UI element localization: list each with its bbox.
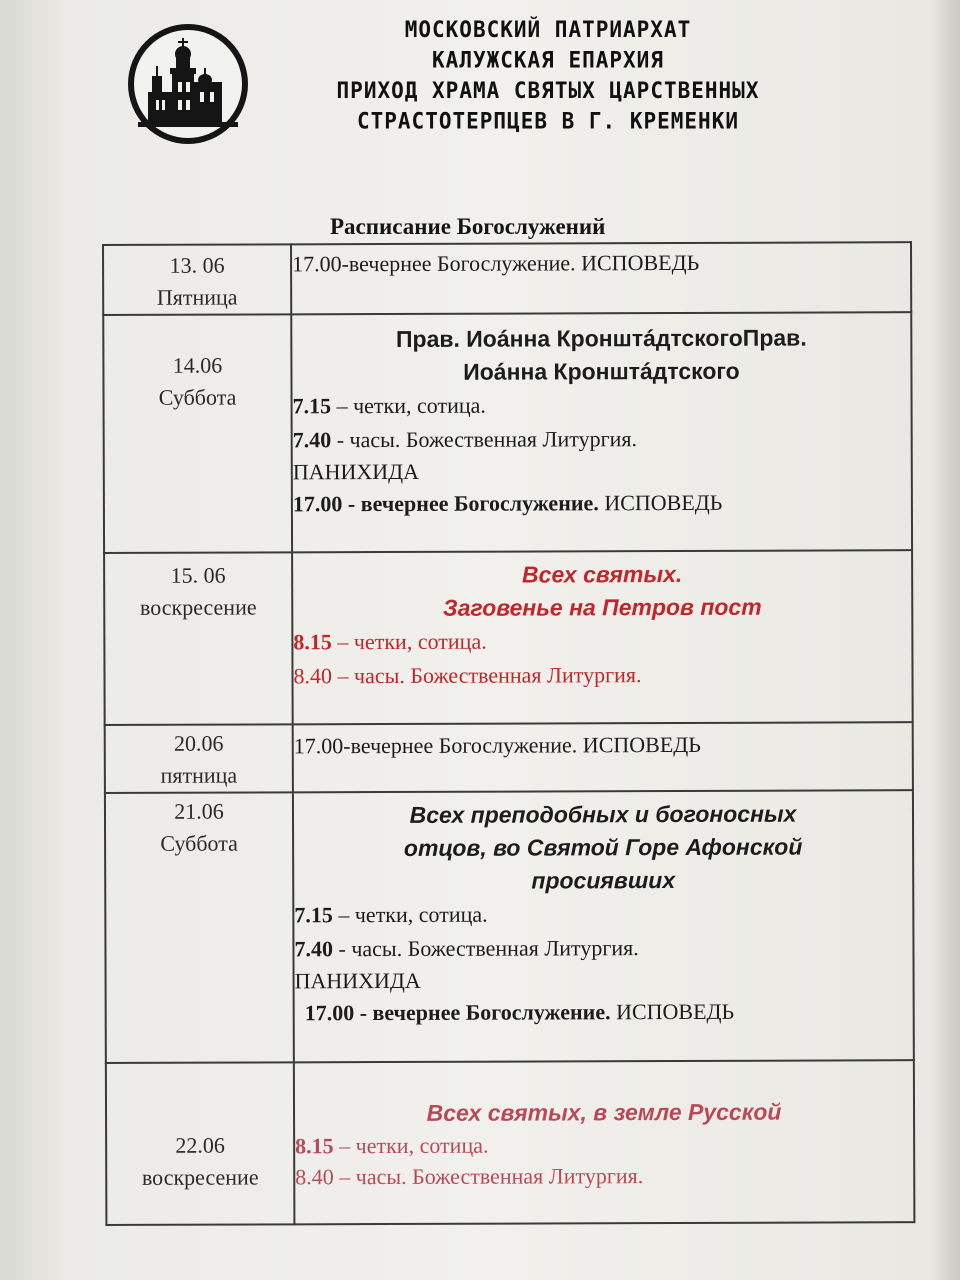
parish-header — [258, 15, 838, 137]
events-cell — [291, 242, 911, 314]
weekday: пятница — [160, 762, 238, 788]
feast-title: Всех преподобных и богоносных отцов, во Святой Горе Афонской просиявших — [403, 800, 803, 894]
table-row — [104, 550, 913, 725]
table-row — [105, 790, 914, 1063]
date: 14.06 — [172, 352, 223, 378]
service-line: 17.00-вечернее Богослужение. ИСПОВЕДЬ — [293, 731, 701, 759]
service-line: 8.15 – четки, сотица. — [293, 628, 487, 655]
weekday: воскресение — [141, 1164, 259, 1190]
date: 15. 06 — [170, 562, 226, 588]
header-line: ПРИХОД ХРАМА СВЯТЫХ ЦАРСТВЕННЫХ — [336, 78, 760, 104]
header-line: МОСКОВСКИЙ ПАТРИАРХАТ — [404, 17, 692, 43]
service-line: ПАНИХИДА — [292, 458, 420, 485]
service-line: ПАНИХИДА — [294, 967, 421, 994]
date: 13. 06 — [169, 252, 225, 278]
date-cell — [105, 724, 293, 793]
service-line: 7.40 - часы. Божественная Литургия. — [294, 935, 639, 962]
date-cell — [104, 552, 293, 725]
date-cell — [105, 792, 294, 1063]
weekday: Пятница — [156, 284, 238, 310]
header-line: СТРАСТОТЕРПЦЕВ В Г. КРЕМЕНКИ — [356, 108, 739, 134]
header-line: КАЛУЖСКАЯ ЕПАРХИЯ — [432, 47, 664, 73]
service-line: 17.00 - вечернее Богослужение. ИСПОВЕДЬ — [292, 489, 723, 517]
service-line: 7.15 – четки, сотица. — [292, 392, 486, 419]
service-line: 8.15 – четки, сотица. — [295, 1132, 489, 1159]
events-cell — [291, 312, 912, 552]
events-cell — [292, 550, 913, 724]
date: 22.06 — [175, 1132, 225, 1158]
date-cell — [106, 1062, 295, 1225]
events-cell — [293, 722, 913, 792]
weekday: Суббота — [160, 830, 238, 856]
events-cell — [294, 1060, 915, 1224]
table-row — [103, 312, 912, 553]
date: 21.06 — [174, 798, 224, 824]
service-line: 8.40 – часы. Божественная Литургия. — [295, 1163, 644, 1190]
service-line: 17.00 - вечернее Богослужение. ИСПОВЕДЬ — [304, 998, 735, 1026]
schedule-title: Расписание Богослужений — [330, 214, 606, 239]
table-row — [105, 722, 913, 793]
schedule-table — [102, 241, 915, 1226]
date: 20.06 — [173, 730, 224, 756]
service-line: 8.40 – часы. Божественная Литургия. — [293, 662, 642, 689]
feast-title: Всех святых, в земле Русской — [426, 1098, 782, 1126]
weekday: воскресение — [139, 594, 257, 620]
feast-title: Прав. Иоáнна КронштáдтскогоПрав. Иоáнна Кронштáдтского — [395, 324, 807, 385]
feast-title: Всех святых. Заговенье на Петров пост — [442, 560, 762, 621]
table-row — [103, 242, 911, 315]
service-line: 7.40 - часы. Божественная Литургия. — [292, 426, 638, 453]
events-cell — [293, 790, 914, 1062]
service-line: 7.15 – четки, сотица. — [294, 901, 488, 928]
church-logo-icon — [126, 22, 250, 146]
service-line: 17.00-вечернее Богослужение. ИСПОВЕДЬ — [292, 249, 700, 277]
weekday: Суббота — [158, 384, 237, 410]
table-row — [106, 1060, 915, 1225]
date-cell — [103, 244, 291, 315]
date-cell — [103, 314, 292, 553]
